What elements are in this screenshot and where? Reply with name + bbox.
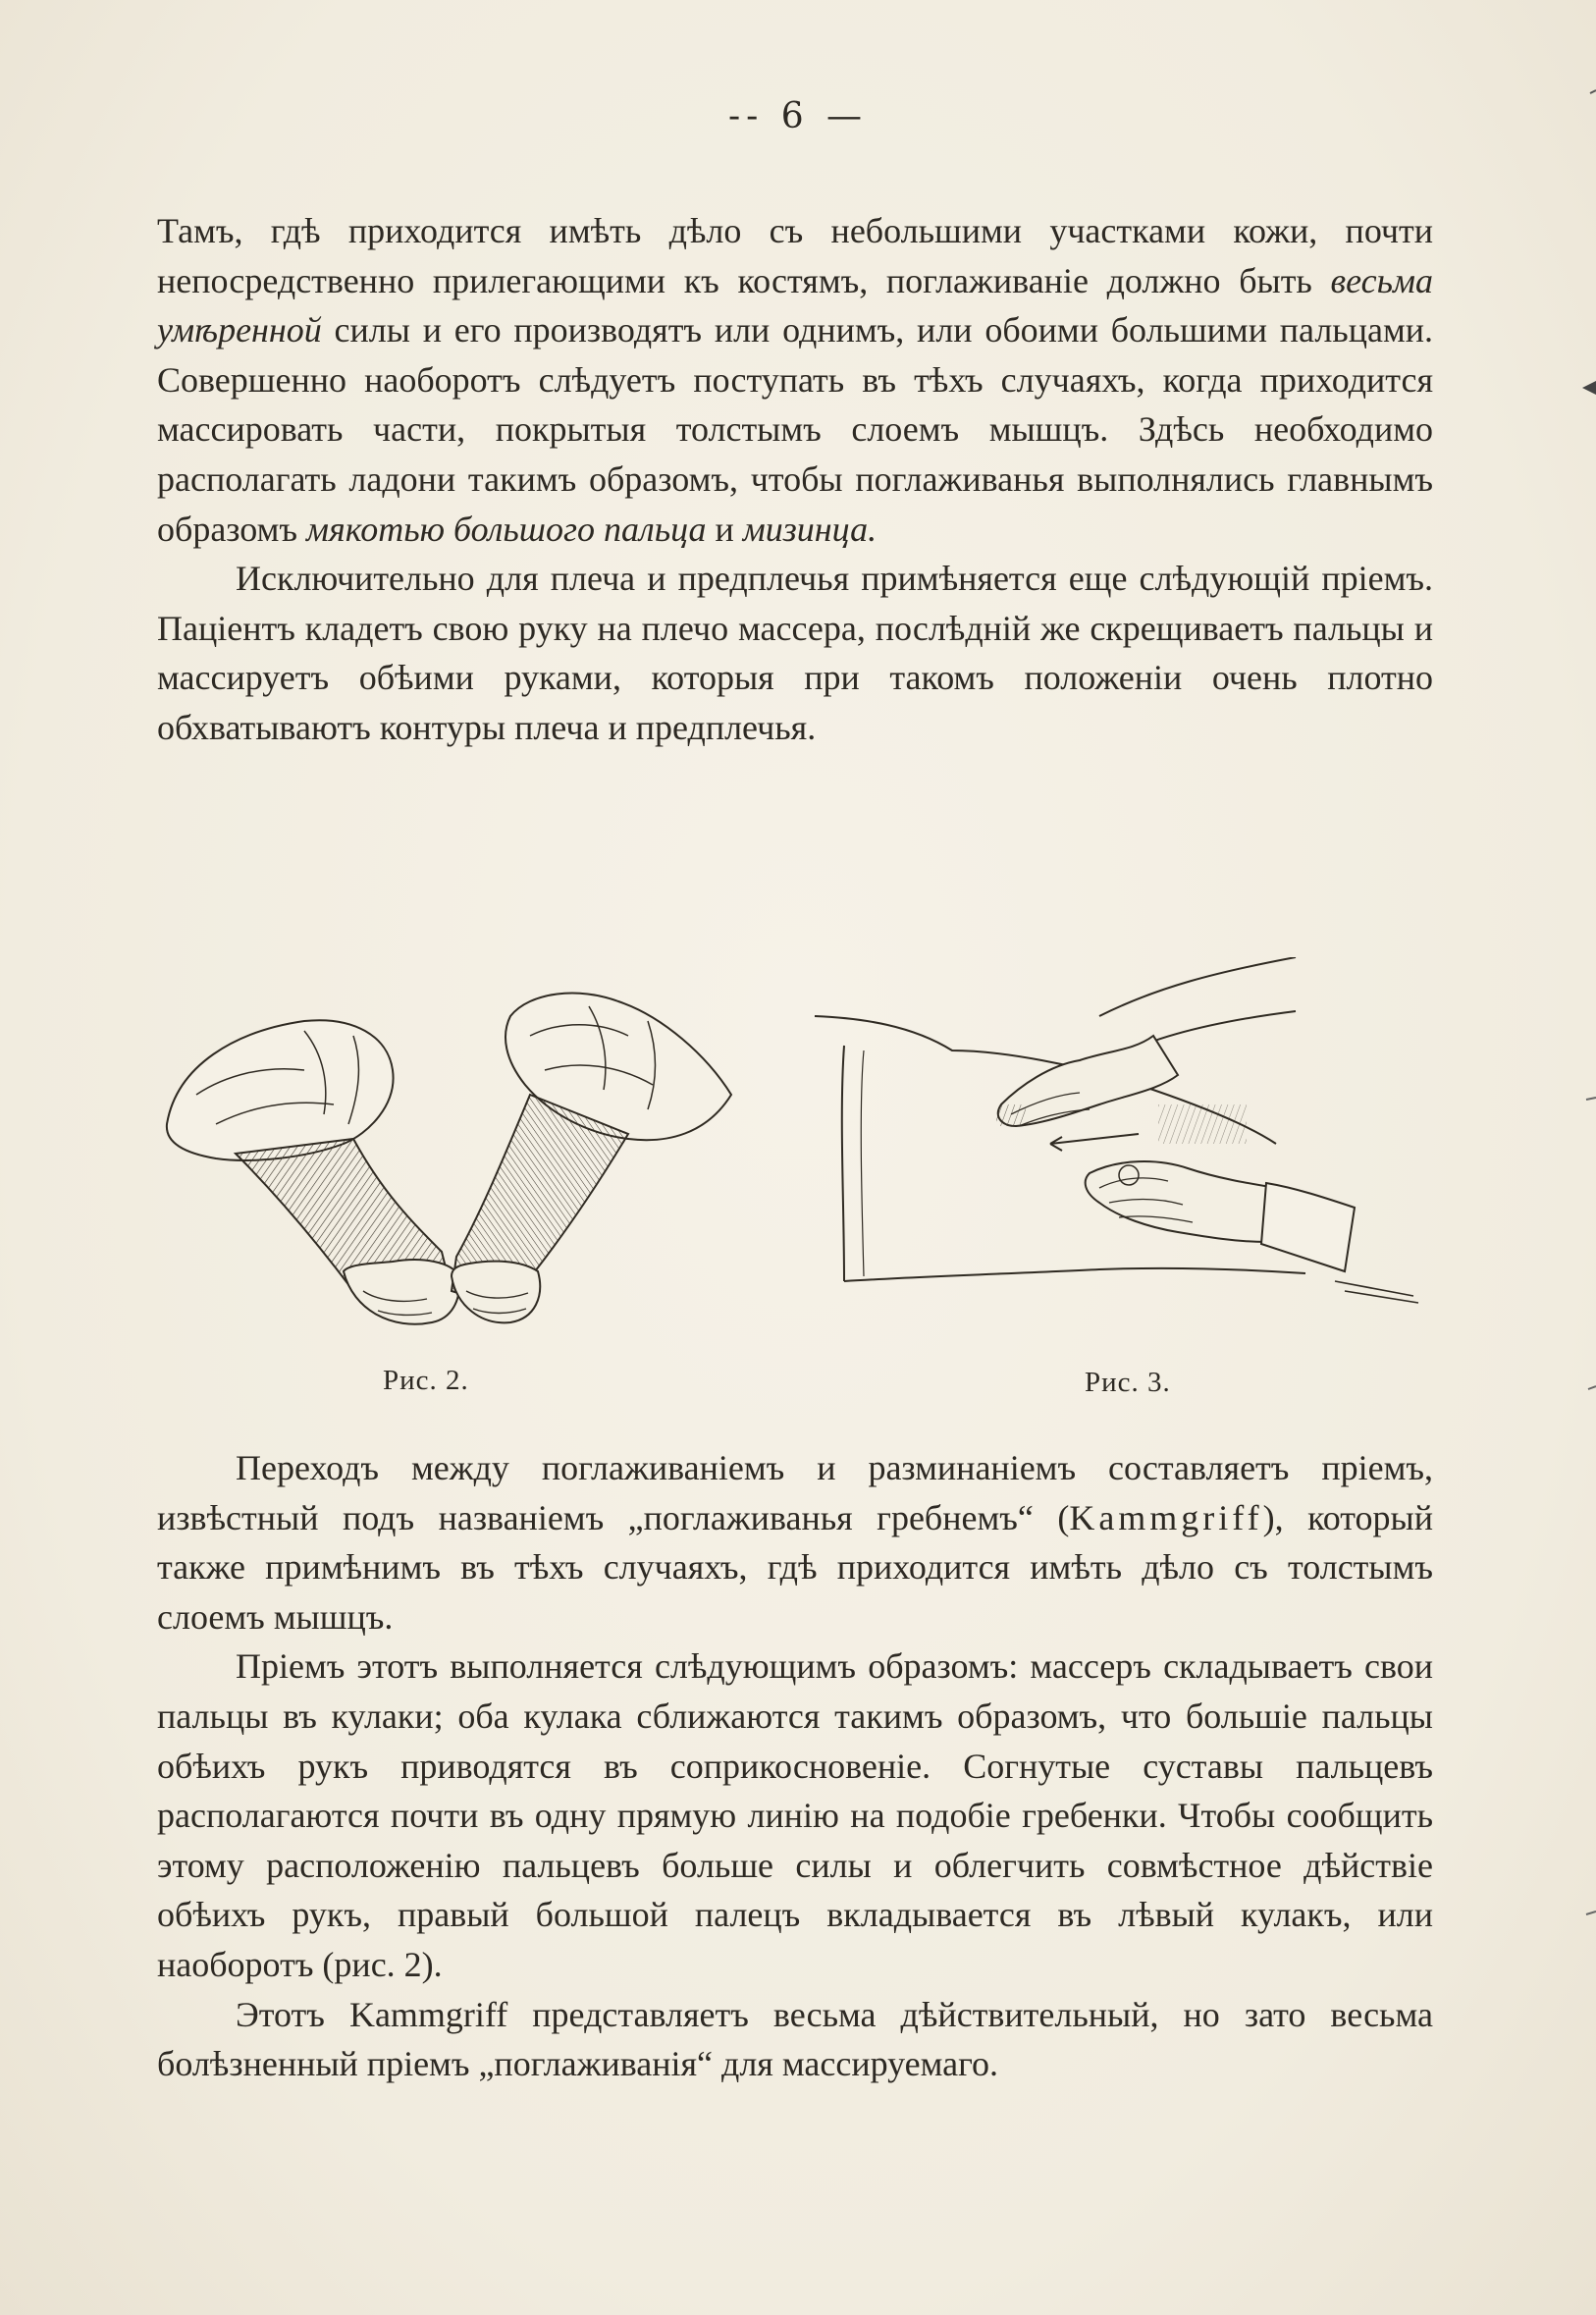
paragraph — [157, 554, 1433, 752]
paragraph-text: Исключительно для плеча и предплечья примѣняется еще слѣдующій пріемъ. Паціентъ кладетъ свою руку на плечо массера, послѣдній же скрещиваетъ пальцы и массируетъ обѣими руками, которыя при такомъ положеніи очень плотно обхватываютъ контуры плеча и предплечья. — [157, 559, 1433, 747]
paragraph-text: ), который также примѣнимъ въ тѣхъ случаяхъ, гдѣ приходится имѣть дѣло съ толстымъ слоемъ мышцъ. — [157, 1497, 1433, 1637]
paragraph-text: Переходъ между поглаживаніемъ и разминаніемъ составляетъ пріемъ, извѣстный подъ названіемъ „поглаживанья гребнемъ“ ( — [157, 1448, 1433, 1537]
text-block-top — [157, 206, 1433, 753]
paragraph — [157, 1642, 1433, 1989]
figure-3-caption: Рис. 3. — [1085, 1367, 1171, 1398]
text-block-bottom — [157, 1443, 1433, 2089]
italic-text: весьма умѣренной — [157, 260, 1433, 350]
paragraph-text: силы и его производятъ или однимъ, или обоими большими пальцами. Совершенно наоборотъ слѣдуетъ поступать въ тѣхъ случаяхъ, когда приходится массировать части, покрытыя толстымъ слоемъ мышцъ. Здѣсь необходимо располагать ладони такимъ образомъ, чтобы поглаживанья выполнялись главнымъ образомъ — [157, 310, 1433, 549]
page-number: -- 6 — — [727, 96, 869, 136]
paragraph-text: Тамъ, гдѣ приходится имѣть дѣло съ небольшими участками кожи, почти непосредственно прилегающими къ костямъ, поглаживаніе должно быть — [157, 211, 1433, 300]
italic-text: мизинца. — [742, 509, 878, 549]
paragraph — [157, 1443, 1433, 1642]
paragraph-text: Этотъ Kammgriff представляетъ весьма дѣйствительный, но зато весьма болѣзненный пріемъ „поглаживанія“ для массируемаго. — [157, 1994, 1433, 2084]
paragraph-text: Kammgriff — [1069, 1497, 1263, 1537]
figure-3-illustration — [805, 957, 1433, 1330]
figure-2-caption: Рис. 2. — [383, 1365, 469, 1396]
paragraph — [157, 206, 1433, 554]
paragraph-text: и — [706, 509, 743, 549]
italic-text: мякотью большого пальца — [306, 509, 707, 549]
paragraph-text: Пріемъ этотъ выполняется слѣдующимъ образомъ: массеръ складываетъ свои пальцы въ кулаки; оба кулака сближаются такимъ образомъ, что большіе пальцы обѣихъ рукъ приводятся въ соприкосновеніе. Согнутые суставы пальцевъ располагаются почти въ одну прямую линію на подобіе гребенки. Чтобы сообщить этому расположенію пальцевъ больше силы и облегчить совмѣстное дѣйствіе обѣихъ рукъ, правый большой палецъ вкладывается въ лѣвый кулакъ, или наоборотъ (рис. 2). — [157, 1646, 1433, 1984]
paragraph — [157, 1990, 1433, 2089]
page-edge-marks — [1576, 0, 1596, 2315]
figure-2-illustration — [157, 977, 746, 1350]
